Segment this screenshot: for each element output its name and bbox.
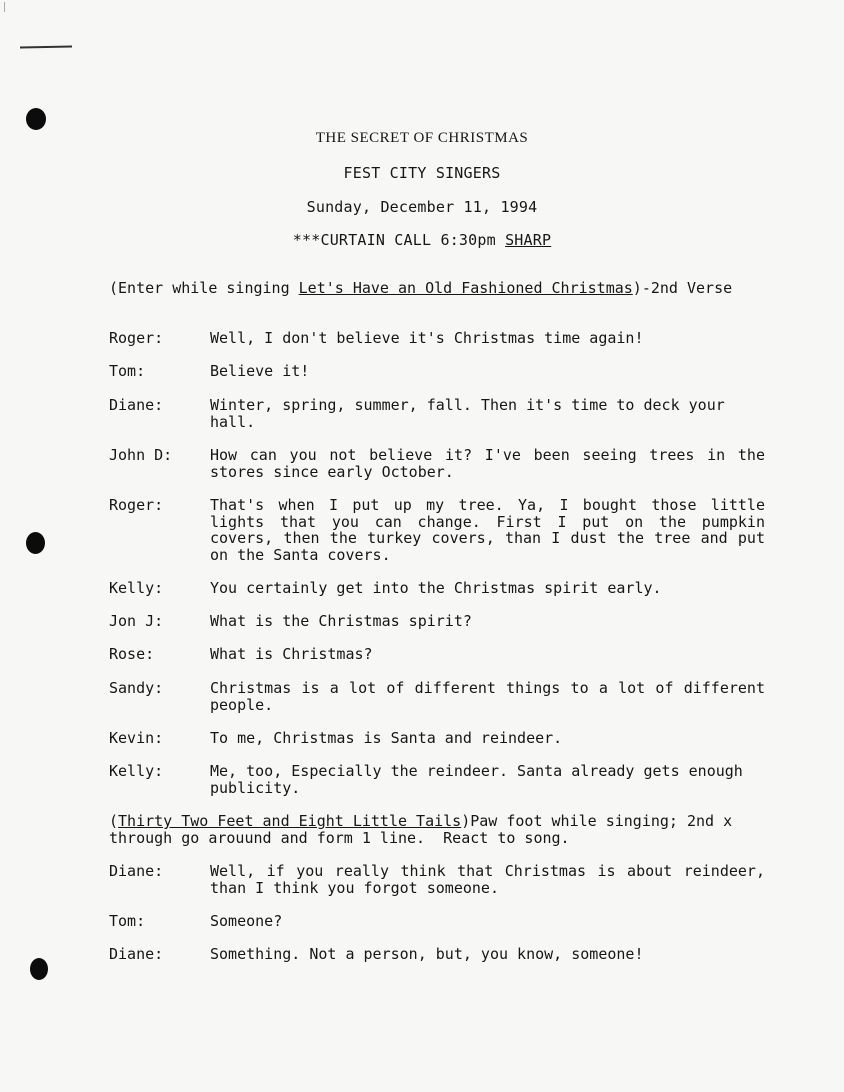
dialogue-text: How can you not believe it? I've been seeing trees in the stores since early October. [210,446,765,481]
dialogue-text: What is Christmas? [210,645,373,663]
speaker-name: Roger: [109,496,164,514]
dialogue-text: You certainly get into the Christmas spirit early. [210,579,662,597]
dialogue-text: To me, Christmas is Santa and reindeer. [210,729,563,747]
speaker-name: Roger: [109,329,164,347]
scan-mark [4,2,8,12]
speaker-name: Diane: [109,862,164,880]
dialogue-text: What is the Christmas spirit? [210,612,472,630]
punch-hole-middle [26,532,45,554]
dialogue-text: Christmas is a lot of different things to a lot of different people. [210,679,765,714]
pen-mark [20,46,72,49]
dialogue-text: Me, too, Especially the reindeer. Santa already gets enough publicity. [210,762,743,797]
dialogue-text: That's when I put up my tree. Ya, I bought those little lights that you can change. First I put on the pumpkin covers, then the turkey covers, than I dust the tree and put on the Santa covers. [210,496,765,564]
stage-direction-2 [109,813,769,846]
speaker-name: Kelly: [109,762,164,780]
dialogue-text: Believe it! [210,362,310,380]
speaker-name: Diane: [109,396,164,414]
speaker-name: Sandy: [109,679,164,697]
speaker-name: Tom: [109,362,146,380]
stage-direction-2-pre: ( [109,812,119,830]
punch-hole-bottom [30,958,48,980]
speaker-name: Rose: [109,645,155,663]
speaker-name: Jon J: [109,612,164,630]
group-name: FEST CITY SINGERS [343,164,501,182]
stage-direction-2-post: )Paw foot while singing; 2nd x through go arouund and form 1 line. React to song. [109,812,742,847]
punch-hole-top [26,108,46,130]
script-title: THE SECRET OF CHRISTMAS [315,130,529,146]
dialogue-text: Well, I don't believe it's Christmas time again! [210,329,644,347]
song-title-1: Let's Have an Old Fashioned Christmas [298,279,633,297]
song-title-2: Thirty Two Feet and Eight Little Tails [118,812,462,830]
speaker-name: Kevin: [109,729,164,747]
curtain-call-emphasis: SHARP [505,231,552,249]
dialogue-text: Well, if you really think that Christmas is about reindeer, than I think you forgot someone. [210,862,765,897]
performance-date: Sunday, December 11, 1994 [306,198,538,216]
stage-direction-1-post: )-2nd Verse [632,279,733,297]
dialogue-text: Something. Not a person, but, you know, someone! [210,945,644,963]
curtain-call-text: ***CURTAIN CALL 6:30pm [292,231,506,249]
dialogue-text: Someone? [210,912,283,930]
curtain-call [0,231,844,249]
speaker-name: Diane: [109,945,164,963]
stage-direction-1-pre: (Enter while singing [109,279,299,297]
speaker-name: John D: [109,446,173,464]
dialogue-text: Winter, spring, summer, fall. Then it's time to deck your hall. [210,396,725,431]
stage-direction-1 [109,280,769,297]
speaker-name: Kelly: [109,579,164,597]
speaker-name: Tom: [109,912,146,930]
